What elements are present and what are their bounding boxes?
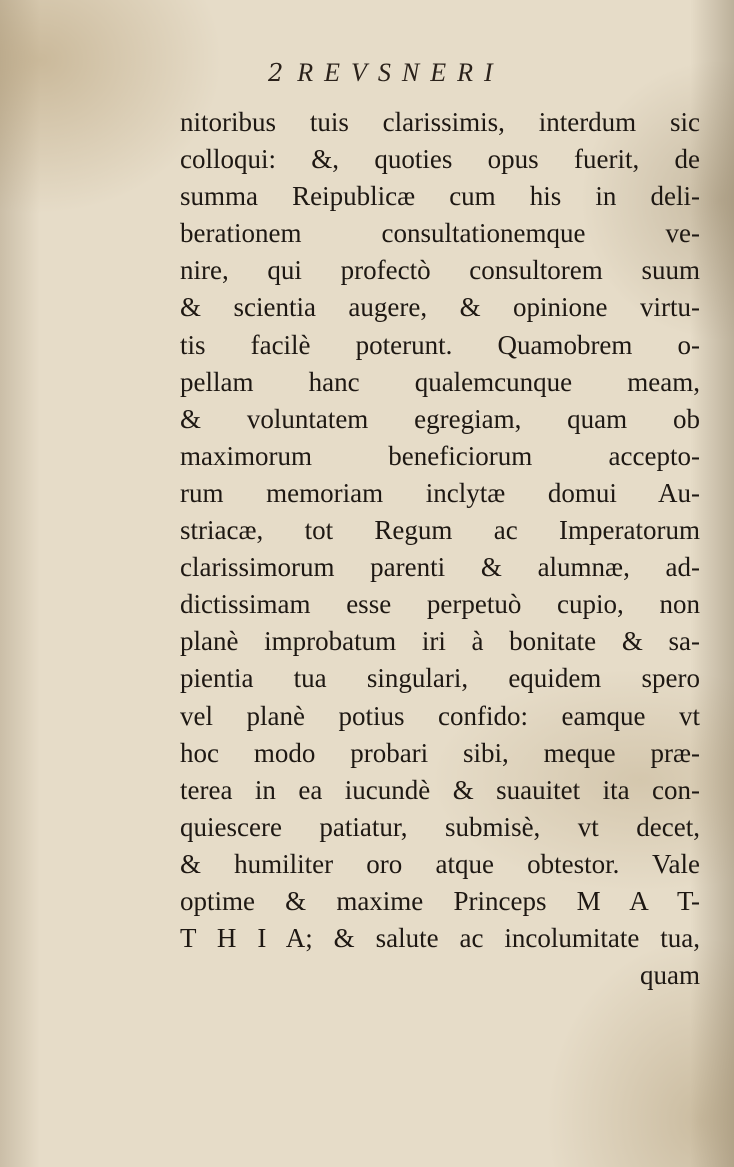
text-line: & scientia augere, & opinione virtu-	[180, 292, 700, 323]
text-line: rum memoriam inclytæ domui Au-	[180, 477, 700, 508]
text-line: terea in ea iucundè & suauitet ita con-	[180, 774, 700, 805]
text-line: & voluntatem egregiam, quam ob	[180, 403, 700, 434]
text-line: colloqui: &, quoties opus fuerit, de	[180, 144, 700, 175]
text-line: & humiliter oro atque obtestor. Vale	[180, 848, 700, 879]
text-line: maximorum beneficiorum accepto-	[180, 440, 700, 471]
page-number: 2	[268, 59, 284, 87]
text-block	[180, 104, 700, 994]
catchword: quam	[640, 960, 700, 991]
text-line: dictissimam esse perpetuò cupio, non	[180, 589, 700, 620]
text-line: quiescere patiatur, submisè, vt decet,	[180, 811, 700, 842]
text-line: nire, qui profectò consultorem suum	[180, 255, 700, 286]
text-line: hoc modo probari sibi, meque præ-	[180, 737, 700, 768]
text-line: vel planè potius confido: eamque vt	[180, 700, 700, 731]
text-line: summa Reipublicæ cum his in deli-	[180, 181, 700, 212]
text-line: pellam hanc qualemcunque meam,	[180, 366, 700, 397]
text-line: pientia tua singulari, equidem spero	[180, 663, 700, 694]
running-title: REVSNERI	[297, 58, 504, 87]
running-head	[268, 58, 608, 98]
text-line: clarissimorum parenti & alumnæ, ad-	[180, 552, 700, 583]
text-line: optime & maxime Princeps M A T-	[180, 885, 700, 916]
text-line: striacæ, tot Regum ac Imperatorum	[180, 515, 700, 546]
text-line: T H I A; & salute ac incolumitate tua,	[180, 923, 700, 954]
text-line: nitoribus tuis clarissimis, interdum sic	[180, 107, 700, 137]
text-line: berationem consultationemque ve-	[180, 218, 700, 249]
text-line: planè improbatum iri à bonitate & sa-	[180, 626, 700, 657]
text-line: tis facilè poterunt. Quamobrem o-	[180, 329, 700, 360]
